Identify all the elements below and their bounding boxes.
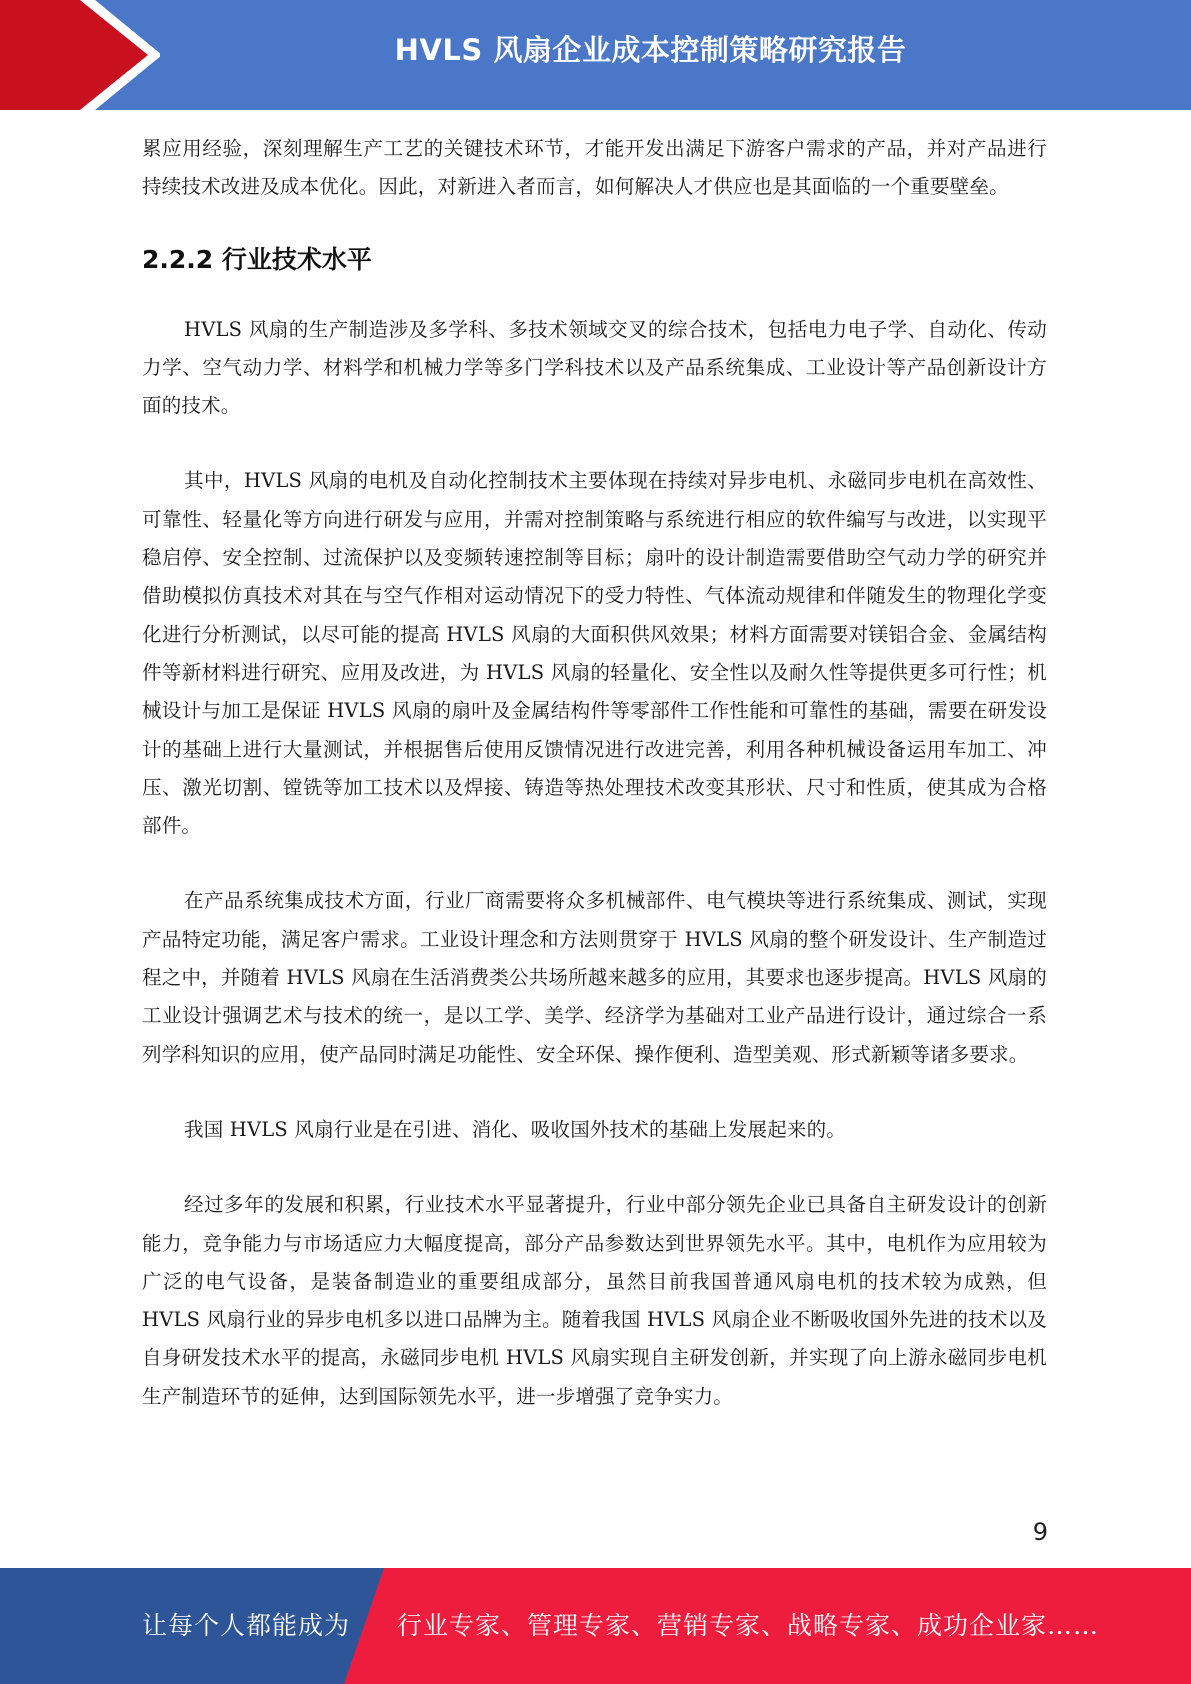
footer-slogan-left: 让每个人都能成为 [142, 1611, 351, 1640]
page-header [0, 0, 1191, 110]
header-red-chevron [0, 0, 150, 110]
page-footer [0, 1568, 1191, 1684]
paragraph-4: 我国 HVLS 风扇行业是在引进、消化、吸收国外技术的基础上发展起来的。 [184, 1117, 846, 1141]
page-number: 9 [1032, 1518, 1048, 1546]
paragraph-2: 其中，HVLS 风扇的电机及自动化控制技术主要体现在持续对异步电机、永磁同步电机在高效性、可靠性、轻量化等方向进行研发与应用，并需对控制策略与系统进行相应的软件编写与改进，以实现平稳启停、安全控制、过流保护以及变频转速控制等目标；扇叶的设计制造需要借助空气动力学的研究并借助模拟仿真技术对其在与空气作相对运动情况下的受力特性、气体流动规律和伴随发生的物理化学变化进行分析测试，以尽可能的提高 HVLS 风扇的大面积供风效果；材料方面需要对镁铝合金、金属结构件等新材料进行研究、应用及改进，为 HVLS 风扇的轻量化、安全性以及耐久性等提供更多可行性；机械设计与加工是保证 HVLS 风扇的扇叶及金属结构件等零部件工作性能和可靠性的基础，需要在研发设计的基础上进行大量测试，并根据售后使用反馈情况进行改进完善，利用各种机械设备运用车加工、冲压、激光切割、镗铣等加工技术以及焊接、铸造等热处理技术改变其形状、尺寸和性质，使其成为合格部件。 [142, 469, 1047, 838]
paragraph-3: 在产品系统集成技术方面，行业厂商需要将众多机械部件、电气模块等进行系统集成、测试，实现产品特定功能，满足客户需求。工业设计理念和方法则贯穿于 HVLS 风扇的整个研发设计、生产制造过程之中，并随着 HVLS 风扇在生活消费类公共场所越来越多的应用，其要求也逐步提高。HVLS 风扇的工业设计强调艺术与技术的统一，是以工学、美学、经济学为基础对工业产品进行设计，通过综合一系列学科知识的应用，使产品同时满足功能性、安全环保、操作便利、造型美观、形式新颖等诸多要求。 [142, 889, 1047, 1066]
paragraph-5: 经过多年的发展和积累，行业技术水平显著提升，行业中部分领先企业已具备自主研发设计的创新能力，竞争能力与市场适应力大幅度提高，部分产品参数达到世界领先水平。其中，电机作为应用较为广泛的电气设备，是装备制造业的重要组成部分，虽然目前我国普通风扇电机的技术较为成熟，但 HVLS 风扇行业的异步电机多以进口品牌为主。随着我国 HVLS 风扇企业不断吸收国外先进的技术以及自身研发技术水平的提高，永磁同步电机 HVLS 风扇实现自主研发创新，并实现了向上游永磁同步电机生产制造环节的延伸，达到国际领先水平，进一步增强了竞争实力。 [142, 1193, 1047, 1408]
header-arrow-decoration [0, 0, 160, 110]
paragraph-1: HVLS 风扇的生产制造涉及多学科、多技术领域交叉的综合技术，包括电力电子学、自动化、传动力学、空气动力学、材料学和机械力学等多门学科技术以及产品系统集成、工业设计等产品创新设计方面的技术。 [142, 317, 1047, 418]
document-title: HVLS 风扇企业成本控制策略研究报告 [394, 33, 907, 67]
document-body [142, 130, 1047, 1416]
section-heading: 2.2.2 行业技术水平 [142, 244, 372, 274]
footer-slogan-right: 行业专家、管理专家、营销专家、战略专家、成功企业家…… [397, 1611, 1100, 1640]
intro-paragraph: 累应用经验，深刻理解生产工艺的关键技术环节，才能开发出满足下游客户需求的产品，并对产品进行持续技术改进及成本优化。因此，对新进入者而言，如何解决人才供应也是其面临的一个重要壁垒。 [142, 137, 1047, 199]
